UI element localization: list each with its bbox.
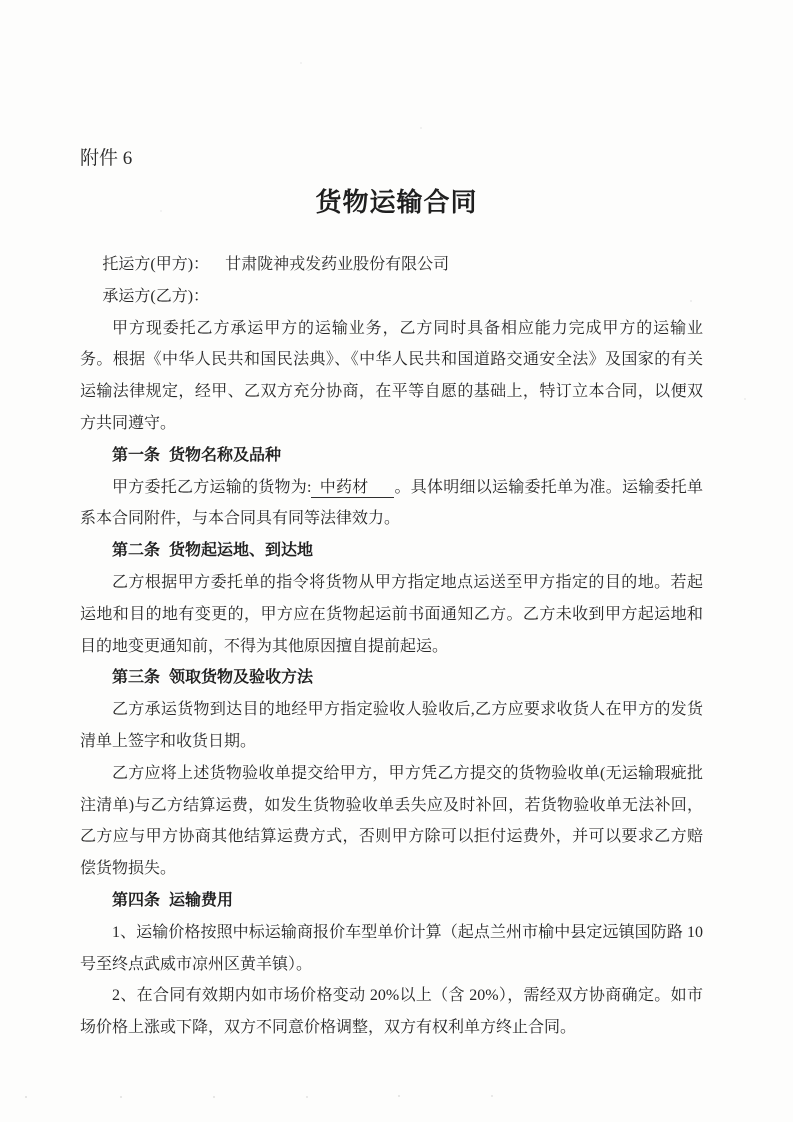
article-4-number: 第四条 — [112, 891, 161, 909]
preamble-paragraph: 甲方现委托乙方承运甲方的运输业务，乙方同时具备相应能力完成甲方的运输业务。根据《中华人民共和国民法典》、《中华人民共和国道路交通安全法》及国家的有关运输法律规定，经甲、乙双方充分协商，在平等自愿的基础上，特订立本合同，以便双方共同遵守。 — [80, 319, 703, 432]
article-1-number: 第一条 — [112, 446, 161, 464]
article-2-heading — [80, 535, 703, 567]
article-4-paragraph-1: 1、运输价格按照中标运输商报价车型单价计算（起点兰州市榆中县定远镇国防路 10 号至终点武威市凉州区黄羊镇）。 — [80, 923, 703, 973]
scan-noise — [0, 0, 2, 2]
attachment-label: 附件 6 — [80, 148, 133, 169]
article-1-heading — [80, 440, 703, 472]
shipper-value: 甘肃陇神戎发药业股份有限公司 — [225, 256, 450, 273]
article-3-title: 领取货物及验收方法 — [169, 669, 314, 687]
carrier-label: 承运方(乙方)： — [102, 287, 210, 305]
carrier-row — [80, 281, 703, 313]
cargo-blank-value: 中药材 — [311, 479, 394, 498]
contract-body — [80, 249, 703, 1044]
article-4-paragraph-2: 2、在合同有效期内如市场价格变动 20%以上（含 20%），需经双方协商确定。如市场价格上涨或下降，双方不同意价格调整，双方有权利单方终止合同。 — [80, 987, 703, 1037]
article-2-title: 货物起运地、到达地 — [169, 542, 314, 560]
article-1-title: 货物名称及品种 — [169, 446, 282, 464]
shipper-label: 托运方(甲方)： — [102, 256, 210, 273]
article-1-paragraph — [80, 472, 703, 536]
article-4-title: 运输费用 — [169, 891, 234, 909]
article-4-heading — [80, 885, 703, 917]
article-3-paragraph-1: 乙方承运货物到达目的地经甲方指定验收人验收后,乙方应要求收货人在甲方的发货清单上签字和收货日期。 — [80, 701, 703, 750]
article-2-number: 第二条 — [112, 542, 161, 560]
cargo-sentence-after: 。具体明细以运输委托单为准。运输委托单系本合同附件，与本合同具有同等法律效力。 — [80, 478, 703, 528]
cargo-sentence-before: 甲方委托乙方运输的货物为: — [112, 478, 312, 496]
article-3-heading — [80, 662, 703, 694]
shipper-row — [80, 249, 703, 281]
article-3-paragraph-2: 乙方应将上述货物验收单提交给甲方，甲方凭乙方提交的货物验收单(无运输瑕疵批注清单)与乙方结算运费，如发生货物验收单丢失应及时补回，若货物验收单无法补回，乙方应与甲方协商其他结算运费方式，否则甲方除可以拒付运费外，并可以要求乙方赔偿货物损失。 — [80, 764, 703, 878]
article-2-paragraph: 乙方根据甲方委托单的指令将货物从甲方指定地点运送至甲方指定的目的地。若起运地和目的地有变更的，甲方应在货物起运前书面通知乙方。乙方未收到甲方起运地和目的地变更通知前，不得为其他原因擅自提前起运。 — [80, 573, 703, 655]
article-3-number: 第三条 — [112, 669, 161, 687]
doc-title: 货物运输合同 — [315, 188, 478, 217]
